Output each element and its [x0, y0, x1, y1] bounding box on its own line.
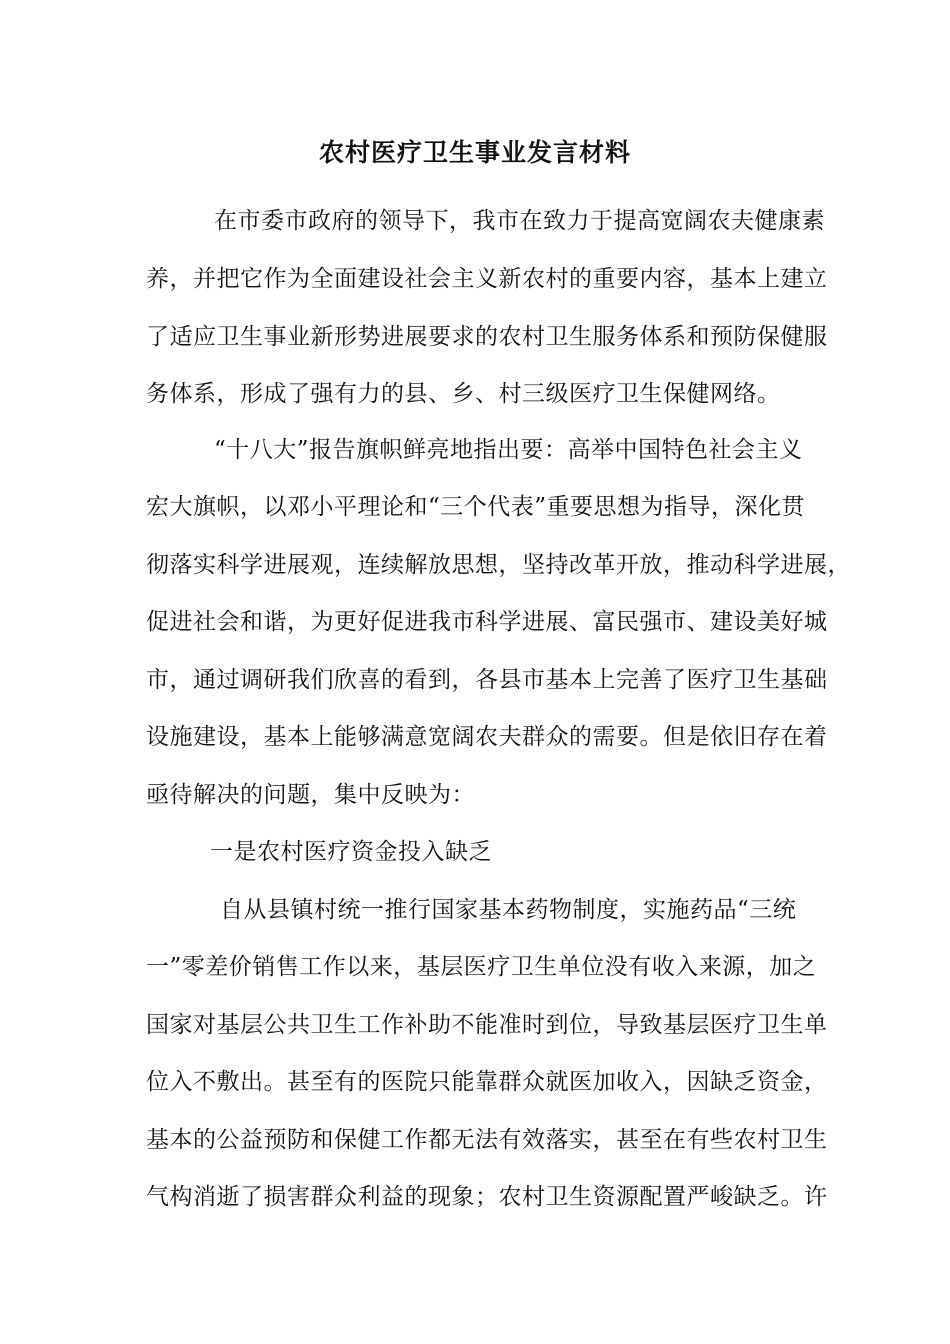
paragraph-1-line-4: 务体系，形成了强有力的县、乡、村三级医疗卫生保健网络。: [146, 381, 781, 407]
paragraph-2-line-1: “十八大”报告旗帜鲜亮地指出要：高举中国特色社会主义: [214, 437, 803, 463]
paragraph-1-line-1: 在市委市政府的领导下，我市在致力于提高宽阔农夫健康素: [214, 208, 825, 234]
section-heading-1: 一是农村医疗资金投入缺乏: [210, 839, 492, 865]
paragraph-1-line-3: 了适应卫生事业新形势进展要求的农村卫生服务体系和预防保健服: [146, 324, 828, 350]
paragraph-2-line-4: 促进社会和谐，为更好促进我市科学进展、富民强市、建设美好城: [146, 609, 828, 635]
paragraph-3-line-6: 气构消逝了损害群众利益的现象；农村卫生资源配置严峻缺乏。许: [146, 1184, 828, 1210]
paragraph-2-line-2: 宏大旗帜，以邓小平理论和“三个代表”重要思想为指导，深化贯: [146, 494, 806, 520]
paragraph-3-line-3: 国家对基层公共卫生工作补助不能准时到位，导致基层医疗卫生单: [146, 1012, 828, 1038]
document-title: 农村医疗卫生事业发言材料: [318, 138, 631, 167]
paragraph-2-line-7: 亟待解决的问题，集中反映为：: [146, 782, 475, 808]
paragraph-3-line-5: 基本的公益预防和保健工作都无法有效落实，甚至在有些农村卫生: [146, 1127, 828, 1153]
paragraph-2-line-3: 彻落实科学进展观，连续解放思想，坚持改革开放，推动科学进展，: [146, 552, 851, 578]
paragraph-1-line-2: 养，并把它作为全面建设社会主义新农村的重要内容，基本上建立: [146, 266, 828, 292]
paragraph-2-line-5: 市，通过调研我们欣喜的看到，各县市基本上完善了医疗卫生基础: [146, 667, 828, 693]
paragraph-2-line-6: 设施建设，基本上能够满意宽阔农夫群众的需要。但是依旧存在着: [146, 724, 828, 750]
paragraph-3-line-2: 一”零差价销售工作以来，基层医疗卫生单位没有收入来源，加之: [146, 954, 817, 980]
paragraph-3-line-1: 自从县镇村统一推行国家基本药物制度，实施药品“三统: [220, 897, 797, 923]
paragraph-3-line-4: 位入不敷出。甚至有的医院只能靠群众就医加收入，因缺乏资金，: [146, 1069, 828, 1095]
